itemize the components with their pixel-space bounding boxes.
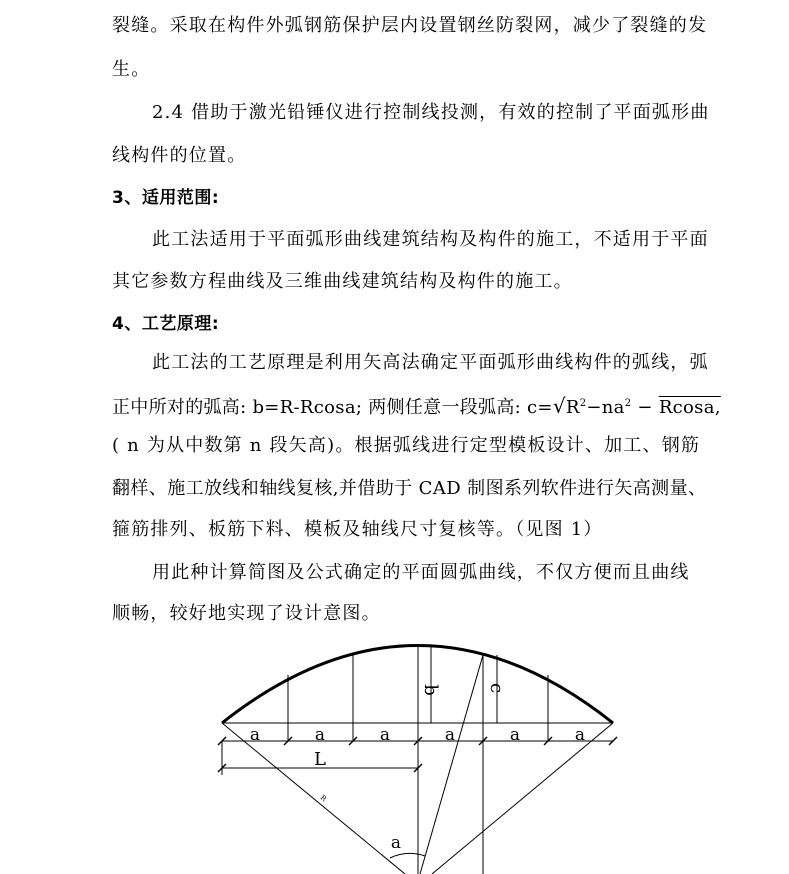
length-label: L [314, 749, 326, 770]
paragraph-line: 此工法适用于平面弧形曲线建筑结构及构件的施工，不适用于平面 [152, 229, 709, 250]
paragraph-line: 顺畅，较好地实现了设计意图。 [112, 603, 381, 624]
formula-R: R [565, 397, 580, 418]
angle-arc [390, 853, 425, 858]
height-b-label: b [420, 684, 441, 696]
segment-label: a [509, 725, 521, 745]
paragraph-line: 用此种计算简图及公式确定的平面圆弧曲线，不仅方便而且曲线 [152, 562, 690, 583]
radius-label: R [318, 793, 328, 804]
formula-text: 正中所对的弧高: b=R-Rcosa; 两侧任意一段弧高: c= [112, 397, 553, 418]
segment-label: a [249, 725, 261, 745]
segment-label: a [314, 725, 326, 745]
formula-na: −na [586, 397, 625, 418]
section-heading-3: 3、适用范围: [112, 188, 220, 208]
paragraph-line: 此工法的工艺原理是利用矢高法确定平面弧形曲线构件的弧线，弧 [152, 352, 709, 373]
formula-minus: − [631, 397, 659, 418]
paragraph-line: 生。 [112, 59, 151, 80]
segment-label: a [444, 725, 456, 745]
formula-exponent: 2 [579, 398, 587, 409]
segment-label: a [379, 725, 391, 745]
section-heading-4: 4、工艺原理: [112, 314, 220, 334]
radius-line [432, 723, 613, 874]
paragraph-line: 裂缝。采取在构件外弧钢筋保护层内设置钢丝防裂网，减少了裂缝的发 [112, 15, 708, 36]
formula-exponent: 2 [624, 398, 632, 409]
paragraph-line: 翻样、施工放线和轴线复核,并借助于 CAD 制图系列软件进行矢高测量、 [112, 478, 707, 499]
radius-line [222, 723, 405, 874]
paragraph-line: 线构件的位置。 [112, 145, 247, 166]
sqrt-symbol: √ [552, 394, 566, 418]
angle-label: a [390, 833, 402, 853]
paragraph-line: 其它参数方程曲线及三维曲线建筑结构及构件的施工。 [112, 271, 573, 292]
paragraph-line: 箍筋排列、板筋下料、模板及轴线尺寸复核等。（见图 1） [112, 519, 603, 540]
segment-label: a [574, 725, 586, 745]
height-c-label: c [486, 682, 507, 694]
paragraph-line: ( n 为从中数第 n 段矢高)。根据弧线进行定型模板设计、加工、钢筋 [112, 435, 701, 456]
paragraph-line: 2.4 借助于激光铅锤仪进行控制线投测，有效的控制了平面弧形曲 [152, 102, 710, 123]
formula-rcosa: Rcosa, [658, 397, 721, 418]
